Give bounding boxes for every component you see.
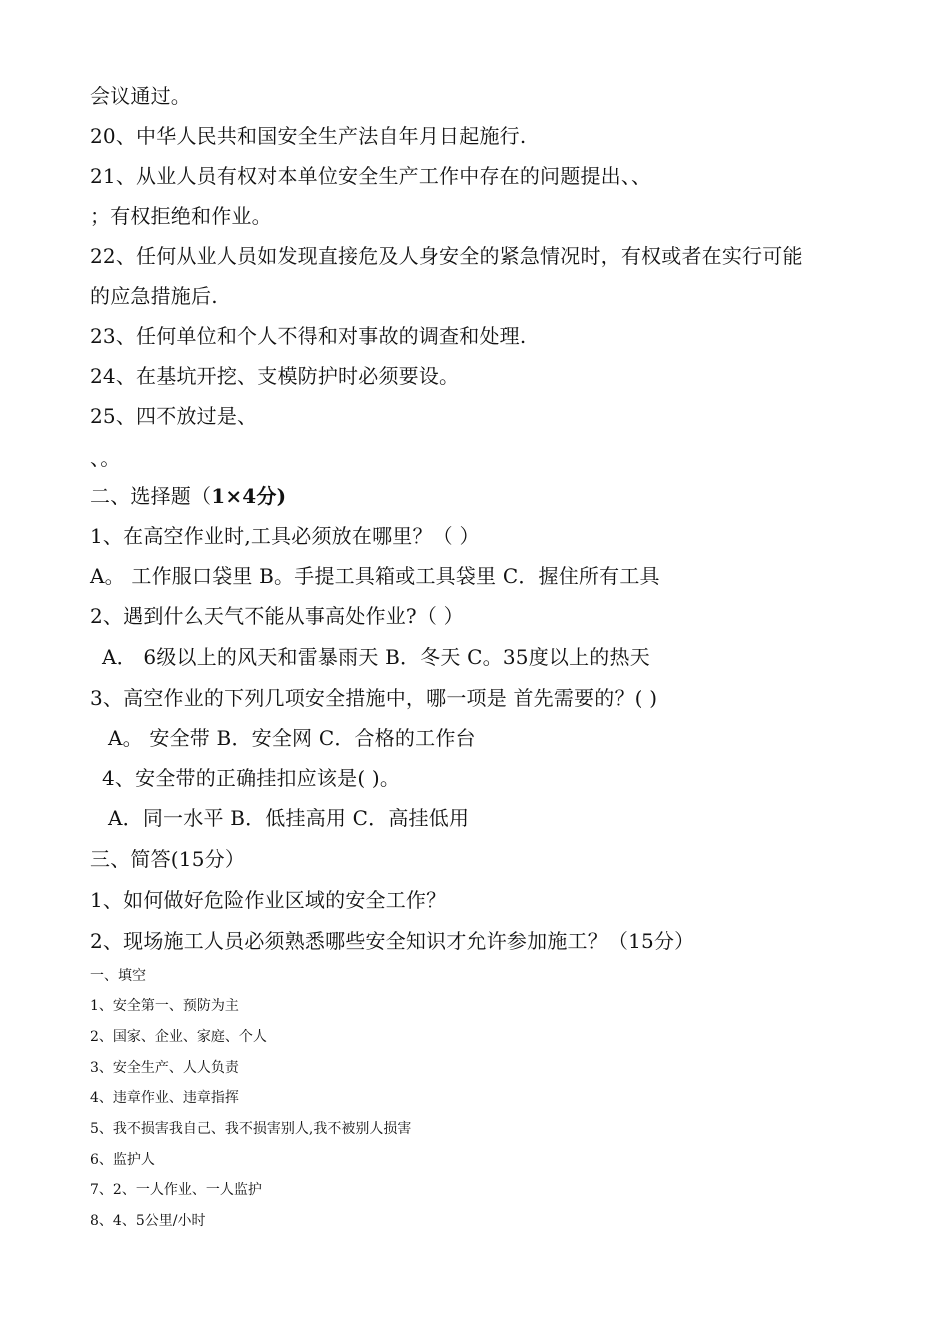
choice-options-1: A。 工作服口袋里 B。手提工具箱或工具袋里 C．握住所有工具 [90,564,660,588]
choice-question-2: 2、遇到什么天气不能从事高处作业?（ ） [90,604,464,628]
answers-heading: 一、填空 [90,968,146,984]
choice-question-3: 3、高空作业的下列几项安全措施中，哪一项是 首先需要的？( ) [90,686,658,710]
answer-5: 5、我不损害我自己、我不损害别人,我不被别人损害 [90,1121,412,1137]
choice-question-4: 4、安全带的正确挂扣应该是( )。 [102,766,401,790]
question-22: 22、任何从业人员如发现直接危及人身安全的紧急情况时，有权或者在实行可能 [90,244,803,268]
answer-4: 4、违章作业、违章指挥 [90,1090,239,1106]
choice-question-1: 1、在高空作业时,工具必须放在哪里？（ ） [90,524,480,548]
answer-6: 6、监护人 [90,1152,155,1168]
section-2-title [90,482,286,510]
question-21: 21、从业人员有权对本单位安全生产工作中存在的问题提出、、 [90,164,652,188]
choice-options-4: A．同一水平 B．低挂高用 C．高挂低用 [108,806,470,830]
section-2-title-score: 1×4分) [211,484,287,508]
text-line: 会议通过。 [90,84,191,108]
question-21-continued: ；有权拒绝和作业。 [90,204,272,228]
question-23: 23、任何单位和个人不得和对事故的调查和处理. [90,324,527,348]
question-25-continued: 、。 [90,446,121,470]
answer-2: 2、国家、企业、家庭、个人 [90,1029,267,1045]
question-25: 25、四不放过是、 [90,404,258,428]
answer-3: 3、安全生产、人人负责 [90,1060,239,1076]
question-20: 20、中华人民共和国安全生产法自年月日起施行. [90,124,527,148]
choice-options-2: A． 6级以上的风天和雷暴雨天 B．冬天 C。35度以上的热天 [102,645,650,669]
answer-7: 7、2、一人作业、一人监护 [90,1182,262,1198]
answer-8: 8、4、5公里/小时 [90,1213,206,1229]
question-24: 24、在基坑开挖、支模防护时必须要设。 [90,364,460,388]
choice-options-3: A。 安全带 B．安全网 C．合格的工作台 [108,726,476,750]
short-answer-question-2: 2、现场施工人员必须熟悉哪些安全知识才允许参加施工？（15分） [90,929,695,953]
short-answer-question-1: 1、如何做好危险作业区域的安全工作？ [90,888,447,912]
question-22-continued: 的应急措施后. [90,284,218,308]
answer-1: 1、安全第一、预防为主 [90,998,239,1014]
section-2-title-prefix: 二、选择题（ [90,484,212,508]
section-3-title: 三、简答(15分） [90,847,246,871]
